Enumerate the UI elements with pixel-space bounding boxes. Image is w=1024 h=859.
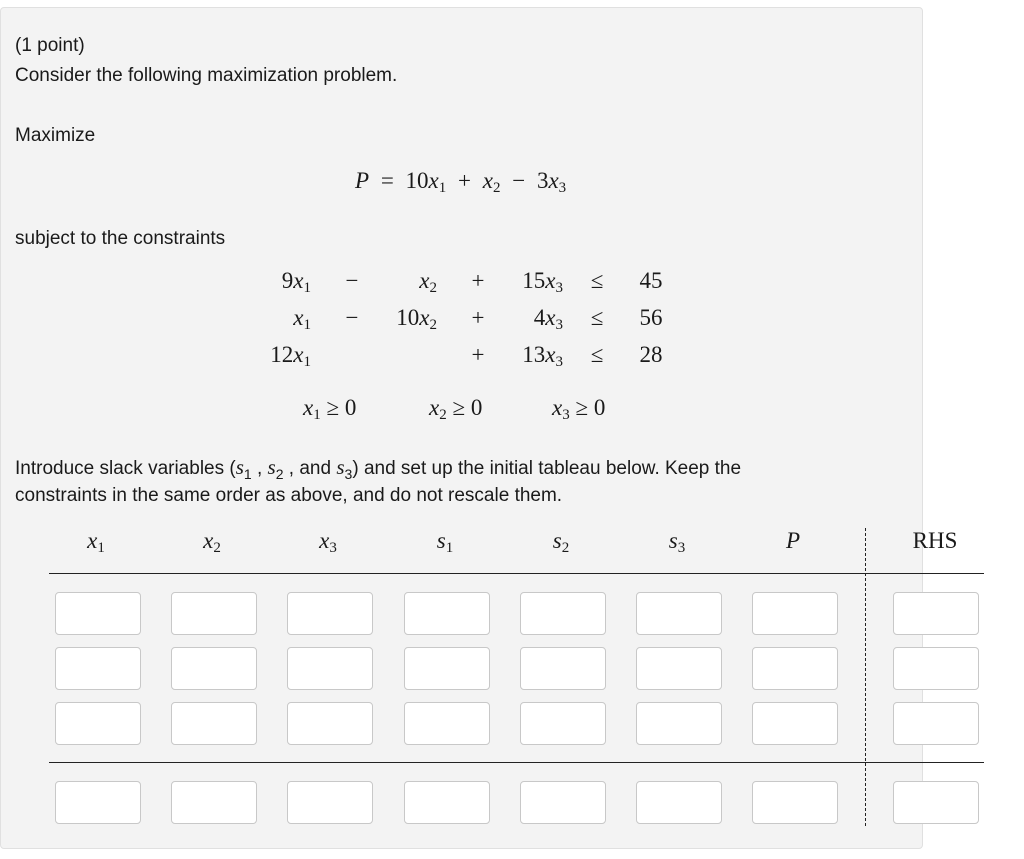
tableau-cell-row-3-rhs[interactable] bbox=[893, 702, 979, 745]
tableau-cell-objective-rhs[interactable] bbox=[893, 781, 979, 824]
col-header-s1: $s_1$ bbox=[436, 528, 454, 556]
constraint-2-term-x3: $4x_3$ bbox=[533, 305, 563, 333]
constraint-2-op-2: + bbox=[471, 305, 485, 330]
constraint-1-op-1: − bbox=[345, 268, 359, 293]
constraint-1-relation: ≤ bbox=[590, 268, 604, 293]
constraint-1-term-x3: $15x_3$ bbox=[522, 268, 563, 296]
constraint-3-term-x3: $13x_3$ bbox=[522, 342, 563, 370]
constraint-2-term-x2: $10x_2$ bbox=[396, 305, 437, 333]
constraint-3-relation: ≤ bbox=[590, 342, 604, 367]
nonneg-x3: $x_3 \ge 0$ bbox=[552, 395, 606, 423]
tableau-cell-row-1-rhs[interactable] bbox=[893, 592, 979, 635]
tableau-cell-objective-s3[interactable] bbox=[636, 781, 722, 824]
tableau-cell-row-3-x2[interactable] bbox=[171, 702, 257, 745]
tableau-cell-row-1-x1[interactable] bbox=[55, 592, 141, 635]
tableau-cell-objective-s1[interactable] bbox=[404, 781, 490, 824]
subject-to-label: subject to the constraints bbox=[15, 228, 226, 249]
tableau-cell-row-2-s3[interactable] bbox=[636, 647, 722, 690]
constraint-1-op-2: + bbox=[471, 268, 485, 293]
col-header-rhs: RHS bbox=[912, 528, 958, 553]
constraint-1-term-x1: $9x_1$ bbox=[281, 268, 311, 296]
constraint-1-rhs: 45 bbox=[639, 268, 663, 293]
nonneg-x1: $x_1 \ge 0$ bbox=[303, 395, 357, 423]
constraint-3-op-2: + bbox=[471, 342, 485, 367]
tableau-cell-row-2-s1[interactable] bbox=[404, 647, 490, 690]
constraint-2-term-x1: $x_1$ bbox=[293, 305, 311, 333]
tableau-cell-row-1-p[interactable] bbox=[752, 592, 838, 635]
objective-term-1: $10x_1$ bbox=[405, 168, 447, 196]
tableau-cell-row-3-x3[interactable] bbox=[287, 702, 373, 745]
tableau-cell-row-3-x1[interactable] bbox=[55, 702, 141, 745]
tableau-cell-row-2-s2[interactable] bbox=[520, 647, 606, 690]
tableau-rhs-divider bbox=[865, 528, 866, 826]
tableau-cell-row-2-x2[interactable] bbox=[171, 647, 257, 690]
maximize-label: Maximize bbox=[15, 125, 96, 146]
points-label: (1 point) bbox=[15, 35, 85, 56]
tableau-cell-row-1-x2[interactable] bbox=[171, 592, 257, 635]
tableau-cell-objective-x2[interactable] bbox=[171, 781, 257, 824]
tableau-objective-rule bbox=[49, 762, 984, 763]
nonneg-x2: $x_2 \ge 0$ bbox=[429, 395, 483, 423]
tableau-cell-row-1-x3[interactable] bbox=[287, 592, 373, 635]
objective-op-1: + bbox=[458, 168, 471, 193]
instructions-line-2: constraints in the same order as above, and do not rescale them. bbox=[15, 485, 563, 506]
col-header-x2: $x_2$ bbox=[203, 528, 221, 556]
tableau-cell-row-2-p[interactable] bbox=[752, 647, 838, 690]
question-intro: Consider the following maximization problem. bbox=[15, 65, 398, 86]
col-header-s3: $s_3$ bbox=[668, 528, 686, 556]
col-header-p: P bbox=[785, 528, 801, 553]
tableau-cell-objective-p[interactable] bbox=[752, 781, 838, 824]
tableau-cell-row-3-s3[interactable] bbox=[636, 702, 722, 745]
tableau-cell-row-2-x3[interactable] bbox=[287, 647, 373, 690]
tableau-cell-objective-s2[interactable] bbox=[520, 781, 606, 824]
tableau-cell-row-3-s2[interactable] bbox=[520, 702, 606, 745]
tableau-cell-row-1-s1[interactable] bbox=[404, 592, 490, 635]
objective-term-3: $3x_3$ bbox=[536, 168, 567, 196]
tableau-cell-row-1-s2[interactable] bbox=[520, 592, 606, 635]
constraint-2-rhs: 56 bbox=[639, 305, 663, 330]
objective-equals: = bbox=[380, 168, 394, 193]
col-header-x1: $x_1$ bbox=[87, 528, 105, 556]
tableau-header-rule bbox=[49, 573, 984, 574]
tableau-cell-row-2-x1[interactable] bbox=[55, 647, 141, 690]
instructions-line-1: Introduce slack variables ($s_1$ , $s_2$ , and $s_3$) and set up the initial tableau below. Keep the bbox=[15, 455, 742, 482]
col-header-s2: $s_2$ bbox=[552, 528, 570, 556]
tableau-cell-objective-x3[interactable] bbox=[287, 781, 373, 824]
col-header-x3: $x_3$ bbox=[319, 528, 337, 556]
objective-op-2: − bbox=[512, 168, 526, 193]
objective-variable: P bbox=[355, 168, 370, 193]
tableau-cell-row-1-s3[interactable] bbox=[636, 592, 722, 635]
constraint-2-op-1: − bbox=[345, 305, 359, 330]
constraint-3-rhs: 28 bbox=[639, 342, 663, 367]
tableau-cell-objective-x1[interactable] bbox=[55, 781, 141, 824]
objective-function bbox=[355, 168, 566, 194]
tableau-cell-row-3-p[interactable] bbox=[752, 702, 838, 745]
constraint-1-term-x2: $x_2$ bbox=[419, 268, 437, 296]
tableau-cell-row-2-rhs[interactable] bbox=[893, 647, 979, 690]
objective-term-2: $x_2$ bbox=[482, 168, 501, 196]
constraint-2-relation: ≤ bbox=[590, 305, 604, 330]
constraint-3-term-x1: $12x_1$ bbox=[270, 342, 311, 370]
tableau-cell-row-3-s1[interactable] bbox=[404, 702, 490, 745]
